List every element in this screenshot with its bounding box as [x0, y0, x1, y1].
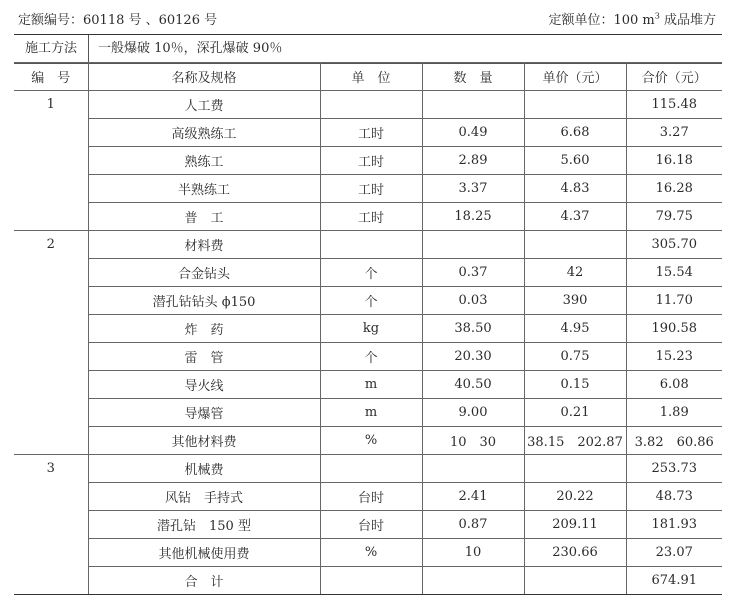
cell-qty: 2.41: [422, 483, 524, 511]
cell-price: [524, 567, 626, 595]
cell-name: 合 计: [88, 567, 320, 595]
cell-unit: 工时: [320, 119, 422, 147]
cell-total: 23.07: [626, 539, 722, 567]
cell-qty: 0.03: [422, 287, 524, 315]
cell-unit: [320, 231, 422, 259]
quota-number: 定额编号：60118 号 、60126 号: [18, 13, 218, 28]
cell-total: 16.18: [626, 147, 722, 175]
cell-qty: 0.49: [422, 119, 524, 147]
cell-no: [14, 175, 88, 203]
table-row: [14, 119, 722, 147]
cell-name: 半熟练工: [88, 175, 320, 203]
cell-no: 3: [14, 455, 88, 483]
cell-no: [14, 399, 88, 427]
table-row: [14, 427, 722, 455]
cell-price: 0.75: [524, 343, 626, 371]
cell-price: 4.37: [524, 203, 626, 231]
cell-qty: 20.30: [422, 343, 524, 371]
table-row: [14, 259, 722, 287]
cell-no: [14, 567, 88, 595]
cell-price: 20.22: [524, 483, 626, 511]
cell-name: 潜孔钻 150 型: [88, 511, 320, 539]
cell-total: 190.58: [626, 315, 722, 343]
cell-no: [14, 259, 88, 287]
table-row: [14, 315, 722, 343]
cell-unit: 工时: [320, 147, 422, 175]
cell-no: [14, 147, 88, 175]
table-row: [14, 231, 722, 259]
table-row: [14, 455, 722, 483]
cell-qty: 0.37: [422, 259, 524, 287]
cell-total: 15.23: [626, 343, 722, 371]
cell-total: 115.48: [626, 91, 722, 119]
cell-price: [524, 91, 626, 119]
cell-no: [14, 371, 88, 399]
col-header-total: 合价（元）: [626, 63, 722, 91]
table-body: [14, 91, 722, 595]
cell-price: [524, 231, 626, 259]
cell-qty: 18.25: [422, 203, 524, 231]
cell-unit: m: [320, 371, 422, 399]
cell-qty: 0.87: [422, 511, 524, 539]
table-row: [14, 539, 722, 567]
cell-qty: 10 30: [422, 427, 524, 455]
cell-qty: 3.37: [422, 175, 524, 203]
cell-name: 普 工: [88, 203, 320, 231]
cell-total: 15.54: [626, 259, 722, 287]
cell-total: 6.08: [626, 371, 722, 399]
cell-total: 16.28: [626, 175, 722, 203]
table-row: [14, 175, 722, 203]
cell-no: [14, 483, 88, 511]
cell-no: [14, 119, 88, 147]
cell-name: 合金钻头: [88, 259, 320, 287]
cell-name: 雷 管: [88, 343, 320, 371]
col-header-qty: 数 量: [422, 63, 524, 91]
table-row: [14, 343, 722, 371]
table-header-row: [14, 63, 722, 91]
cell-total: 674.91: [626, 567, 722, 595]
cell-no: [14, 539, 88, 567]
col-header-no: 编 号: [14, 63, 88, 91]
table-row: [14, 287, 722, 315]
cell-price: 6.68: [524, 119, 626, 147]
cell-unit: 个: [320, 259, 422, 287]
cell-unit: [320, 91, 422, 119]
cell-unit: [320, 567, 422, 595]
cell-no: 2: [14, 231, 88, 259]
method-value: 一般爆破 10％，深孔爆破 90％: [98, 41, 283, 56]
cell-no: 1: [14, 91, 88, 119]
cell-name: 人工费: [88, 91, 320, 119]
cell-qty: [422, 231, 524, 259]
quota-unit-prefix: 定额单位：100 m: [548, 13, 655, 28]
cell-name: 风钻 手持式: [88, 483, 320, 511]
cell-unit: %: [320, 427, 422, 455]
cell-name: 材料费: [88, 231, 320, 259]
table-row: [14, 147, 722, 175]
table-row: [14, 567, 722, 595]
table-row: [14, 371, 722, 399]
quota-header: [14, 0, 722, 34]
cell-unit: m: [320, 399, 422, 427]
cell-price: 4.95: [524, 315, 626, 343]
cell-qty: [422, 91, 524, 119]
cell-total: 3.82 60.86: [626, 427, 722, 455]
cell-unit: 台时: [320, 483, 422, 511]
col-header-price: 单价（元）: [524, 63, 626, 91]
cell-qty: 40.50: [422, 371, 524, 399]
method-label: 施工方法: [14, 35, 89, 63]
cell-unit: kg: [320, 315, 422, 343]
cell-no: [14, 427, 88, 455]
cell-name: 其他机械使用费: [88, 539, 320, 567]
cell-no: [14, 287, 88, 315]
cell-qty: 38.50: [422, 315, 524, 343]
table-row: [14, 91, 722, 119]
quota-unit: [548, 9, 716, 28]
col-header-unit: 单 位: [320, 63, 422, 91]
cell-qty: 9.00: [422, 399, 524, 427]
cell-price: 390: [524, 287, 626, 315]
construction-method-row: [14, 34, 722, 64]
cell-total: 253.73: [626, 455, 722, 483]
cell-name: 熟练工: [88, 147, 320, 175]
cell-unit: %: [320, 539, 422, 567]
cell-name: 导火线: [88, 371, 320, 399]
cell-total: 48.73: [626, 483, 722, 511]
table-row: [14, 511, 722, 539]
cell-unit: 个: [320, 343, 422, 371]
cell-price: [524, 455, 626, 483]
quota-unit-sup: 3: [654, 11, 660, 21]
cell-unit: 工时: [320, 203, 422, 231]
cell-total: 79.75: [626, 203, 722, 231]
cell-qty: [422, 455, 524, 483]
cell-no: [14, 315, 88, 343]
cost-table: [14, 62, 722, 595]
cell-unit: 个: [320, 287, 422, 315]
cell-unit: 工时: [320, 175, 422, 203]
cell-total: 305.70: [626, 231, 722, 259]
cell-unit: [320, 455, 422, 483]
cell-price: 5.60: [524, 147, 626, 175]
cell-unit: 台时: [320, 511, 422, 539]
cell-price: 0.21: [524, 399, 626, 427]
cell-price: 42: [524, 259, 626, 287]
cell-no: [14, 343, 88, 371]
table-row: [14, 399, 722, 427]
cell-qty: 2.89: [422, 147, 524, 175]
cell-name: 炸 药: [88, 315, 320, 343]
quota-unit-suffix: 成品堆方: [659, 13, 716, 28]
col-header-name: 名称及规格: [88, 63, 320, 91]
cell-total: 1.89: [626, 399, 722, 427]
cell-name: 其他材料费: [88, 427, 320, 455]
cell-price: 38.15 202.87: [524, 427, 626, 455]
cell-total: 11.70: [626, 287, 722, 315]
cell-total: 3.27: [626, 119, 722, 147]
table-row: [14, 483, 722, 511]
cell-name: 潜孔钻钻头 ϕ150: [88, 287, 320, 315]
table-row: [14, 203, 722, 231]
cell-price: 0.15: [524, 371, 626, 399]
cell-qty: [422, 567, 524, 595]
cell-name: 机械费: [88, 455, 320, 483]
cell-price: 230.66: [524, 539, 626, 567]
cell-total: 181.93: [626, 511, 722, 539]
cell-price: 4.83: [524, 175, 626, 203]
cell-qty: 10: [422, 539, 524, 567]
cell-no: [14, 203, 88, 231]
cell-name: 导爆管: [88, 399, 320, 427]
cell-name: 高级熟练工: [88, 119, 320, 147]
cell-price: 209.11: [524, 511, 626, 539]
cell-no: [14, 511, 88, 539]
